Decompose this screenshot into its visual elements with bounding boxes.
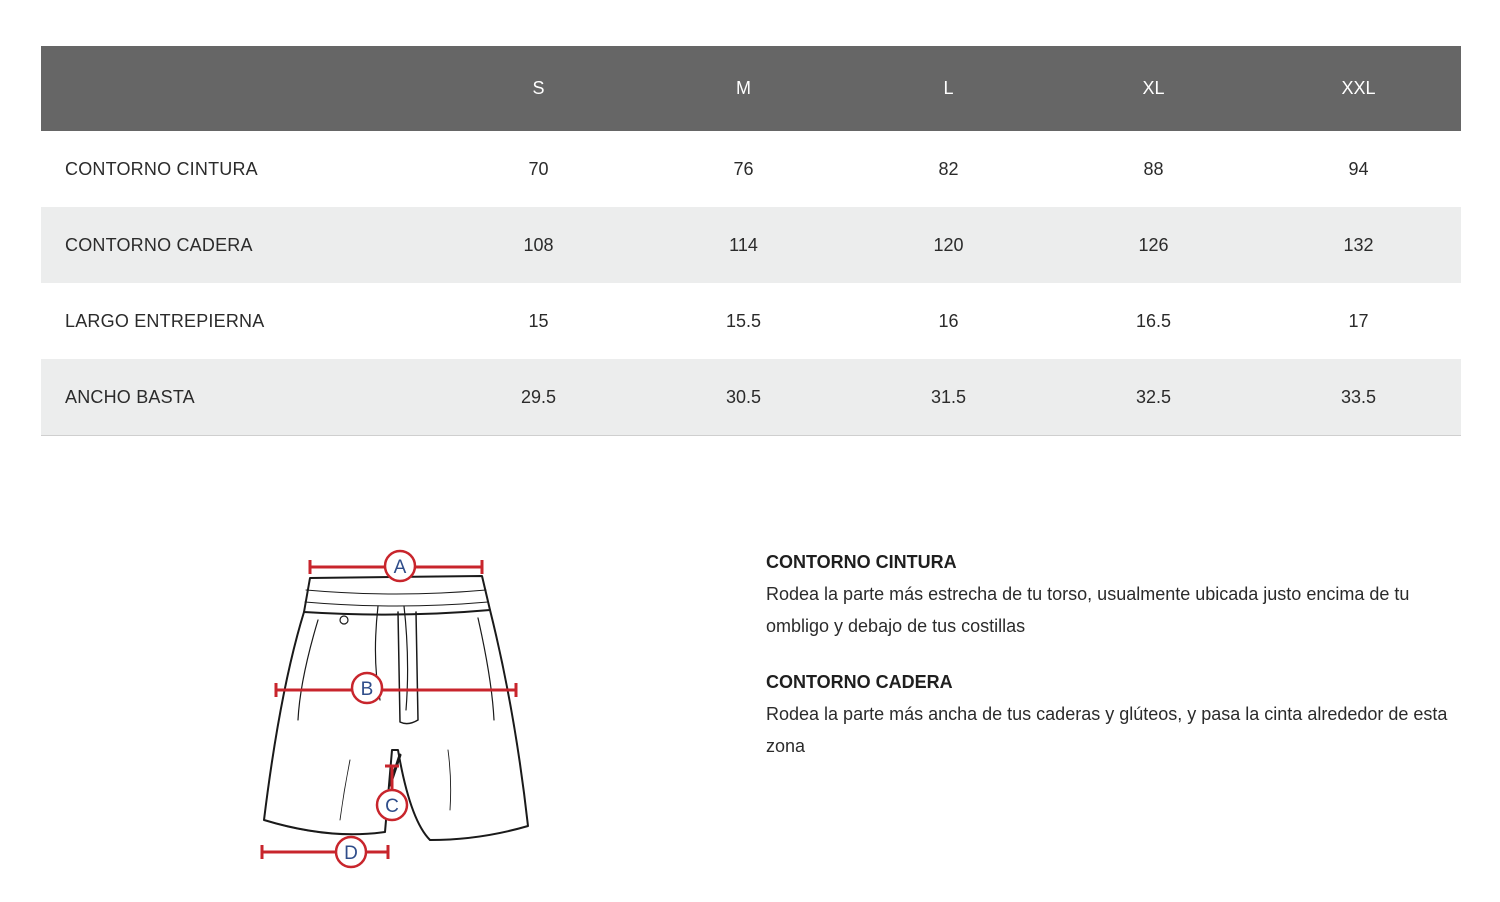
table-cell: 132 xyxy=(1343,234,1374,255)
marker-c xyxy=(377,790,407,820)
header-size-l: L xyxy=(943,78,954,98)
table-header-row xyxy=(41,46,1461,131)
guide-description: Rodea la parte más estrecha de tu torso, usualmente ubicada justo encima de tu ombligo y debajo de tus costillas xyxy=(766,584,1410,636)
table-cell: 70 xyxy=(528,158,549,179)
marker-a-label: A xyxy=(393,557,407,578)
guide-waist xyxy=(766,550,1456,642)
waistband-gather xyxy=(306,590,486,594)
row-label: CONTORNO CINTURA xyxy=(65,158,258,179)
table-cell: 15 xyxy=(528,310,549,331)
table-cell: 120 xyxy=(933,234,964,255)
table-cell: 82 xyxy=(938,158,959,179)
marker-b-label: B xyxy=(360,679,374,700)
fold-line xyxy=(448,750,451,810)
grommet xyxy=(340,616,348,624)
measurement-guide xyxy=(766,550,1456,790)
header-size-s: S xyxy=(532,78,545,98)
table-cell: 94 xyxy=(1348,158,1369,179)
guide-title: CONTORNO CADERA xyxy=(766,672,953,692)
header-size-xxl: XXL xyxy=(1341,78,1376,98)
table-cell: 33.5 xyxy=(1340,386,1377,407)
waistband-gather xyxy=(305,602,488,606)
pocket-right xyxy=(478,618,494,720)
table-cell: 76 xyxy=(733,158,754,179)
table-row xyxy=(41,207,1461,283)
guide-title: CONTORNO CINTURA xyxy=(766,552,957,572)
pocket-left xyxy=(298,620,318,720)
table-cell: 30.5 xyxy=(725,386,762,407)
size-table xyxy=(41,46,1461,436)
row-label: ANCHO BASTA xyxy=(65,386,195,407)
table-cell: 126 xyxy=(1138,234,1169,255)
table-cell: 32.5 xyxy=(1135,386,1172,407)
guide-hip xyxy=(766,670,1456,762)
fold-line xyxy=(340,760,350,820)
table-cell: 16 xyxy=(938,310,959,331)
table-cell: 88 xyxy=(1143,158,1164,179)
table-cell: 31.5 xyxy=(930,386,967,407)
marker-d-label: D xyxy=(344,843,358,864)
table-cell: 108 xyxy=(523,234,554,255)
table-cell: 17 xyxy=(1348,310,1369,331)
marker-d xyxy=(336,837,366,867)
marker-c-label: C xyxy=(385,796,399,817)
table-cell: 114 xyxy=(729,234,758,255)
table-row xyxy=(41,131,1461,207)
shorts-illustration xyxy=(240,540,550,880)
header-size-xl: XL xyxy=(1142,78,1165,98)
marker-a xyxy=(385,551,415,581)
table-row xyxy=(41,283,1461,359)
guide-description: Rodea la parte más ancha de tus caderas y glúteos, y pasa la cinta alrededor de esta zona xyxy=(766,704,1448,756)
marker-b xyxy=(352,673,382,703)
table-cell: 15.5 xyxy=(725,310,762,331)
row-label: LARGO ENTREPIERNA xyxy=(65,310,265,331)
shorts-measurement-diagram xyxy=(240,540,550,880)
table-cell: 29.5 xyxy=(520,386,557,407)
table-cell: 16.5 xyxy=(1135,310,1172,331)
hem-right xyxy=(430,826,528,840)
drawstring-right xyxy=(404,606,408,710)
header-size-m: M xyxy=(736,78,751,98)
row-label: CONTORNO CADERA xyxy=(65,234,253,255)
table-row xyxy=(41,359,1461,436)
